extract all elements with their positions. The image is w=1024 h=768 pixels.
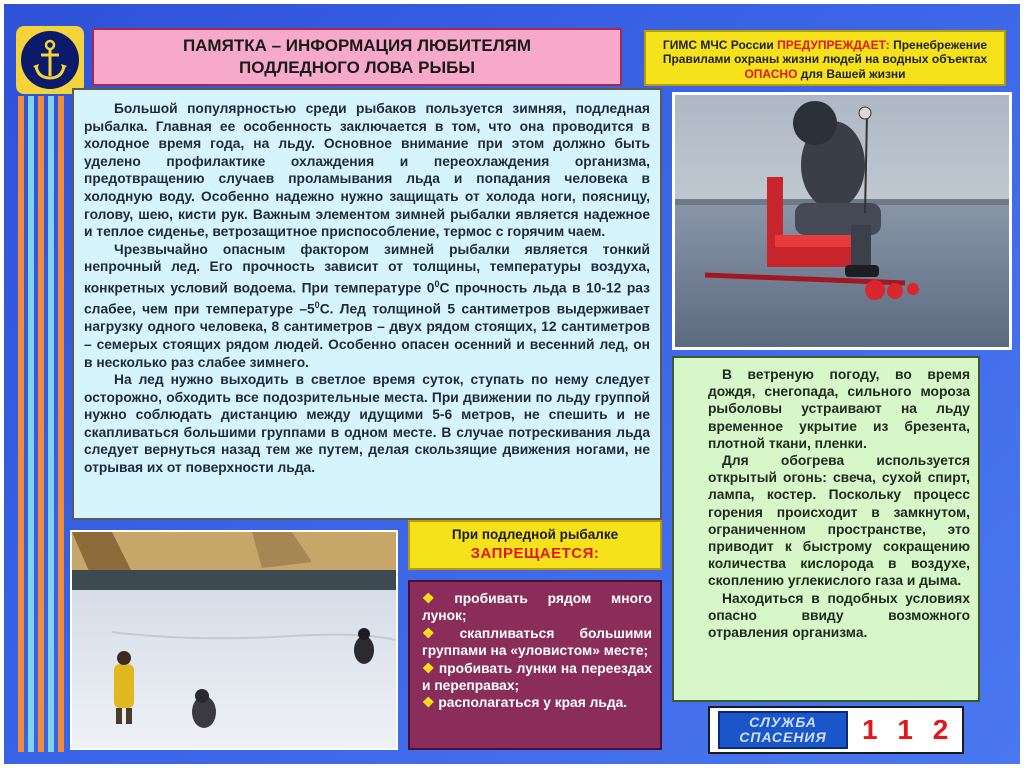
shelter-info-box — [672, 356, 980, 702]
diamond-bullet-icon: ❖ — [422, 625, 456, 641]
warning-text: ГИМС МЧС России — [662, 38, 778, 52]
article-paragraph-3: На лед нужно выходить в светлое время суток, ступать по нему следует осторожно, обходить все подозрительные места. При движении по льду группой нужно соблюдать дистанцию между идущими 5-6 метров, не спешить и не скапливаться большими группами в одном месте. В случае потрескивания льда следует вернуться назад тем же путем, делая скользящие движения ногами, не отрывая их от поверхности льда. — [84, 372, 650, 476]
warning-box — [644, 30, 1006, 86]
diamond-bullet-icon: ❖ — [422, 591, 451, 606]
ice-fisherman-photo — [672, 92, 1012, 350]
diamond-bullet-icon: ❖ — [422, 660, 435, 676]
title-line-2: ПОДЛЕДНОГО ЛОВА РЫБЫ — [239, 58, 475, 77]
forbidden-heading — [408, 520, 662, 570]
frozen-lake-photo — [70, 530, 398, 750]
anchor-icon — [30, 38, 70, 82]
list-item: ❖ пробивать рядом много лунок; — [422, 591, 652, 624]
diamond-bullet-icon: ❖ — [422, 695, 435, 711]
forbidden-heading-text: При подледной рыбалке — [451, 527, 619, 543]
page-title — [92, 28, 622, 86]
list-item: ❖ пробивать лунки на переездах и переправах; — [422, 660, 652, 694]
rescue-service-label: СЛУЖБА СПАСЕНИЯ — [718, 711, 848, 749]
article-paragraph-1: Большой популярностью среди рыбаков пользуется зимняя, подледная рыбалка. Главная ее особенность заключается в том, что она проводится в холодное время года, на льду. Основное внимание при этом должно быть уделено профилактике охлаждения и переохлаждения организма, предотвращению случаев проламывания льда и попадания человека в холодную воду. Особенно надежно нужно защищать от холода ноги, поясницу, голову, шею, кисти рук. Важным элементом зимней рыбалки является надежное и теплое сиденье, ветрозащитное приспособление, термос с горячим чаем. — [84, 101, 650, 240]
forbidden-list — [408, 580, 662, 750]
forbidden-keyword: ЗАПРЕЩАЕТСЯ: — [470, 545, 600, 563]
decorative-stripes — [18, 96, 64, 752]
rescue-service-box — [708, 706, 964, 754]
shelter-paragraph-3: Находиться в подобных условиях опасно ввиду возможного отравления организма. — [708, 590, 970, 641]
warning-text: Пренебрежение Правилами охраны жизни людей на водных объектах — [662, 38, 988, 67]
warning-text: для Вашей жизни — [797, 66, 906, 81]
article-paragraph-2: Чрезвычайно опасным фактором зимней рыбалки является тонкий непрочный лед. Его прочность зависит от толщины, температуры воздуха, конкретных условий водоема. При температуре $0^0С$ прочность льда в 10-12 раз слабее, чем при температуре $-5^0С$. Лед толщиной 5 сантиметров выдерживает нагрузку одного человека, 8 сантиметров – двух рядом стоящих, 12 сантиметров – семерых стоящих рядом людей. Особенно опасен осенний и весенний лед, он в несколько раз слабее зимнего. — [84, 241, 650, 370]
title-line-1: ПАМЯТКА – ИНФОРМАЦИЯ ЛЮБИТЕЛЯМ — [182, 35, 532, 55]
gims-emblem-logo — [16, 26, 84, 94]
warning-keyword: ПРЕДУПРЕЖДАЕТ: — [777, 38, 890, 52]
list-item: ❖ располагаться у края льда. — [422, 695, 628, 711]
list-item: ❖ скапливаться большими группами на «уловистом» месте; — [422, 625, 652, 659]
emergency-number: 1 1 2 — [862, 714, 955, 745]
shelter-paragraph-2: Для обогрева используется открытый огонь: свеча, сухой спирт, лампа, костер. Поскольку процесс горения происходит в замкнутом, ограниченном пространстве, это приводит к быстрому сокращению количества кислорода в воздухе, скоплению углекислого газа и дыма. — [708, 453, 970, 589]
shelter-paragraph-1: В ветреную погоду, во время дождя, снегопада, сильного мороза рыболовы устраивают на льду временное укрытие из брезента, плотной ткани, пленки. — [708, 367, 970, 451]
warning-danger-word: ОПАСНО — [744, 66, 798, 81]
main-article — [72, 88, 662, 520]
